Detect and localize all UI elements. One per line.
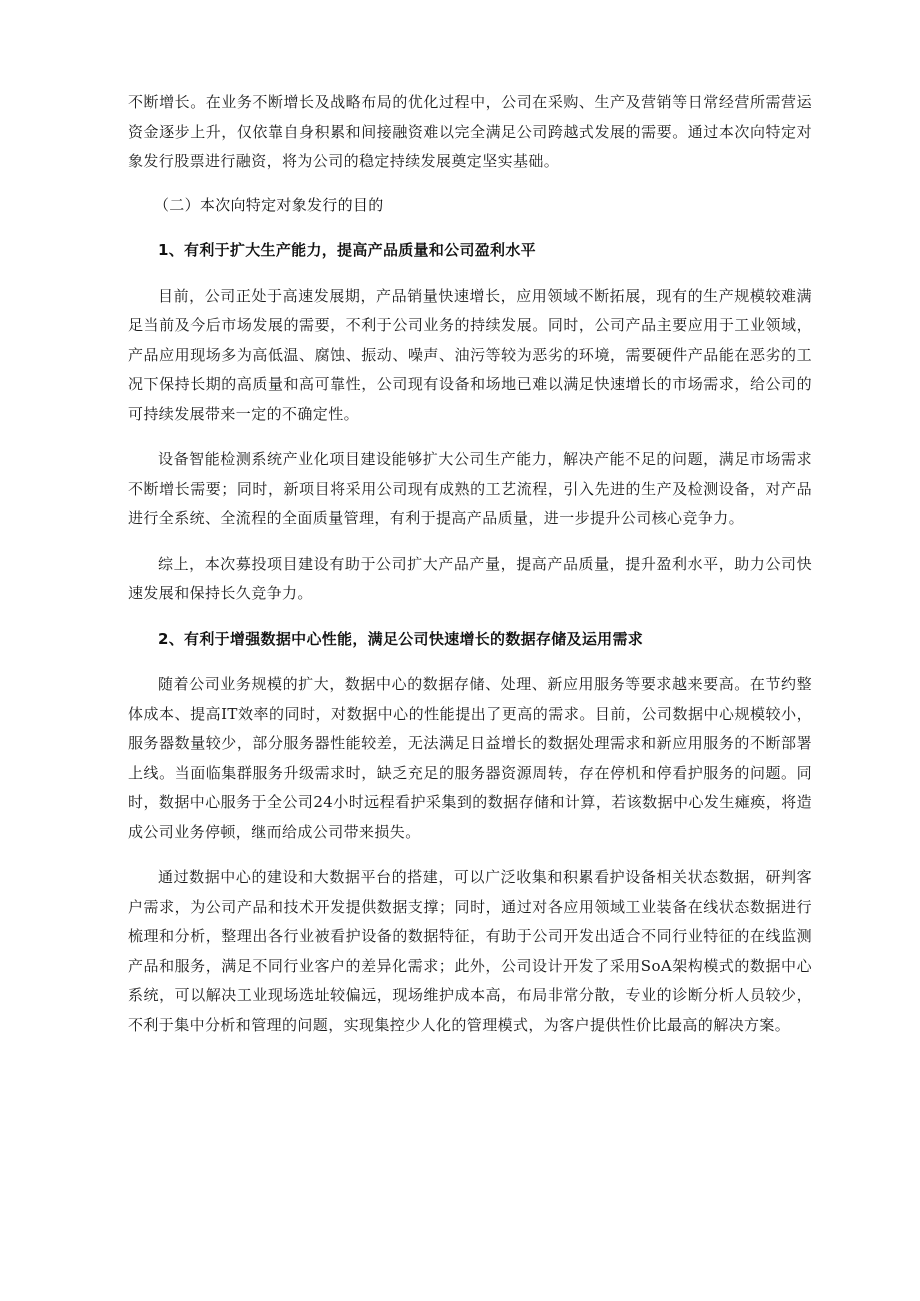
- paragraph-data-center-need: 随着公司业务规模的扩大，数据中心的数据存储、处理、新应用服务等要求越来要高。在节约整体成本、提高IT效率的同时，对数据中心的性能提出了更高的需求。目前，公司数据中心规模较小，服务器数量较少，部分服务器性能较差，无法满足日益增长的数据处理需求和新应用服务的不断部署上线。当面临集群服务升级需求时，缺乏充足的服务器资源周转，存在停机和停看护服务的问题。同时，数据中心服务于全公司24小时远程看护采集到的数据存储和计算，若该数据中心发生瘫痪，将造成公司业务停顿，继而给成公司带来损失。: [128, 675, 812, 841]
- subheading-expand-capacity: 1、有利于扩大生产能力，提高产品质量和公司盈利水平: [158, 241, 536, 259]
- paragraph-summary: 综上，本次募投项目建设有助于公司扩大产品产量，提高产品质量，提升盈利水平，助力公司快速发展和保持长久竞争力。: [128, 554, 812, 602]
- document-page: [128, 88, 812, 1040]
- subheading-data-center: 2、有利于增强数据中心性能，满足公司快速增长的数据存储及运用需求: [158, 629, 644, 648]
- paragraph-smart-detection-project: 设备智能检测系统产业化项目建设能够扩大公司生产能力，解决产能不足的问题，满足市场需求不断增长需要；同时，新项目将采用公司现有成熟的工艺流程，引入先进的生产及检测设备，对产品进行全系统、全流程的全面质量管理，有利于提高产品质量，进一步提升公司核心竞争力。: [128, 450, 812, 527]
- section-heading-issuance-purpose: （二）本次向特定对象发行的目的: [154, 195, 384, 214]
- paragraph-funding-need: 不断增长。在业务不断增长及战略布局的优化过程中，公司在采购、生产及营销等日常经营所需营运资金逐步上升，仅依靠自身积累和间接融资难以完全满足公司跨越式发展的需要。通过本次向特定对象发行股票进行融资，将为公司的稳定持续发展奠定坚实基础。: [128, 93, 812, 170]
- paragraph-big-data-platform: 通过数据中心的建设和大数据平台的搭建，可以广泛收集和积累看护设备相关状态数据，研判客户需求，为公司产品和技术开发提供数据支撑；同时，通过对各应用领域工业装备在线状态数据进行梳理和分析，整理出各行业被看护设备的数据特征，有助于公司开发出适合不同行业特征的在线监测产品和服务，满足不同行业客户的差异化需求；此外，公司设计开发了采用SoA架构模式的数据中心系统，可以解决工业现场选址较偏远，现场维护成本高，布局非常分散，专业的诊断分析人员较少，不利于集中分析和管理的问题，实现集控少人化的管理模式，为客户提供性价比最高的解决方案。: [128, 868, 812, 1034]
- paragraph-current-status: 目前，公司正处于高速发展期，产品销量快速增长，应用领域不断拓展，现有的生产规模较难满足当前及今后市场发展的需要，不利于公司业务的持续发展。同时，公司产品主要应用于工业领域，产品应用现场多为高低温、腐蚀、振动、噪声、油污等较为恶劣的环境，需要硬件产品能在恶劣的工况下保持长期的高质量和高可靠性，公司现有设备和场地已难以满足快速增长的市场需求，给公司的可持续发展带来一定的不确定性。: [128, 286, 812, 423]
